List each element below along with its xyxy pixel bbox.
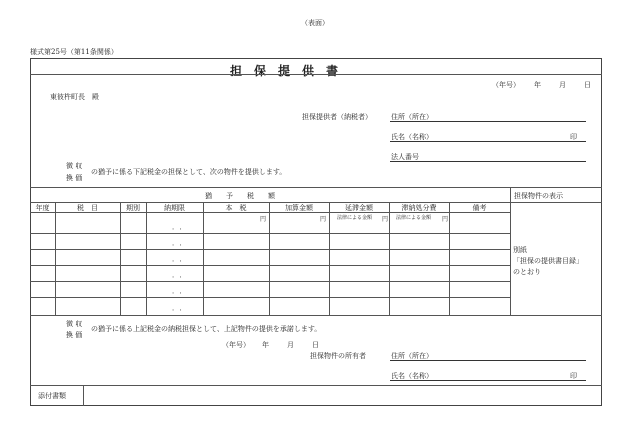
unit-delinquency-yen: 円 <box>382 216 389 223</box>
col-divider <box>55 202 56 315</box>
title-divider <box>30 74 602 75</box>
date-year: 年 <box>534 81 541 89</box>
date2-era: （年号） <box>222 341 250 349</box>
due-date-placeholder[interactable]: ．． <box>172 239 191 247</box>
owner-name-label: 氏名（名称） <box>391 372 433 380</box>
due-date-placeholder[interactable]: ．． <box>172 304 191 312</box>
owner-address-field[interactable] <box>390 360 586 361</box>
colhead-year: 年度 <box>35 204 50 212</box>
page-title: 担 保 提 供 書 <box>230 64 339 78</box>
col-divider <box>449 202 450 315</box>
owner-name-field[interactable] <box>390 380 586 381</box>
provider-address-label: 住所（所在） <box>391 113 433 121</box>
col-divider <box>269 202 270 315</box>
table-row-line <box>30 233 510 234</box>
colhead-additional: 加算金額 <box>285 204 313 212</box>
statement2-text: の猶予に係る上記税金の納税担保として、上記物件の提供を承諾します。 <box>91 325 322 333</box>
unit-delinquency-note: 法律による金額 <box>337 215 373 221</box>
collateral-note-line2: 「担保の提供書目録」 <box>513 257 583 265</box>
provider-address-field[interactable] <box>390 121 586 122</box>
colhead-period: 期別 <box>126 204 140 212</box>
table-group-header: 猶 予 税 額 <box>205 192 275 200</box>
colhead-due-date: 納期限 <box>164 204 185 212</box>
collateral-note-line3: のとおり <box>513 268 541 276</box>
date2-day: 日 <box>312 341 319 349</box>
date2-month: 月 <box>287 341 294 349</box>
provider-name-label: 氏名（名称） <box>391 133 433 141</box>
due-date-placeholder[interactable]: ．． <box>172 223 191 231</box>
date-month: 月 <box>559 81 566 89</box>
unit-disposition-yen: 円 <box>442 216 449 223</box>
table-row-line <box>30 281 510 282</box>
statement1-top: 徴 収 <box>66 162 83 170</box>
col-divider <box>329 202 330 315</box>
col-divider <box>146 202 147 315</box>
provider-corp-label: 法人番号 <box>391 153 419 161</box>
colhead-remarks: 備考 <box>472 204 487 212</box>
owner-role: 担保物件の所有者 <box>310 352 366 360</box>
collateral-header-line <box>510 202 602 203</box>
colhead-tax-item: 税 目 <box>77 204 98 212</box>
col-divider <box>389 202 390 315</box>
due-date-placeholder[interactable]: ．． <box>172 287 191 295</box>
collateral-header: 担保物件の表示 <box>514 192 563 200</box>
provider-seal: 印 <box>570 133 577 141</box>
due-date-placeholder[interactable]: ．． <box>172 271 191 279</box>
col-divider <box>120 202 121 315</box>
date-day: 日 <box>584 81 591 89</box>
colhead-delinquency: 延滞金額 <box>345 204 373 212</box>
colhead-principal-tax: 本 税 <box>225 204 247 212</box>
owner-address-label: 住所（所在） <box>391 352 433 360</box>
table-row-line <box>30 297 510 298</box>
table-row-line <box>30 265 510 266</box>
statement1-text: の猶予に係る下記税金の担保として、次の物件を提供します。 <box>91 168 287 176</box>
page-side-label: （表面） <box>301 19 329 27</box>
recipient: 東彼杵町長 殿 <box>50 93 99 101</box>
unit-principal-yen: 円 <box>260 216 267 223</box>
statement2-top: 徴 収 <box>66 320 83 328</box>
table-top-line <box>30 187 602 188</box>
colhead-disposition-fee: 滞納処分費 <box>401 204 437 212</box>
statement2-bottom: 換 価 <box>66 331 83 339</box>
table-bottom-line <box>30 315 602 316</box>
attachments-divider <box>83 385 84 406</box>
unit-additional-yen: 円 <box>320 216 327 223</box>
date-era: （年号） <box>492 81 520 89</box>
attachments-label: 添付書類 <box>38 392 66 400</box>
statement1-bottom: 換 価 <box>66 174 83 182</box>
date2-year: 年 <box>262 341 269 349</box>
owner-seal: 印 <box>570 372 577 380</box>
due-date-placeholder[interactable]: ．． <box>172 255 191 263</box>
collateral-note-line1: 別紙 <box>513 246 527 254</box>
provider-name-field[interactable] <box>390 141 586 142</box>
unit-disposition-note: 法律による金額 <box>396 215 432 221</box>
provider-corp-field[interactable] <box>390 161 586 162</box>
collateral-divider <box>510 187 511 315</box>
table-row-line <box>30 249 510 250</box>
provider-role: 担保提供者（納税者） <box>302 113 372 121</box>
form-number: 様式第25号（第11条関係） <box>30 48 118 56</box>
attachments-top-line <box>30 385 602 386</box>
col-divider <box>203 202 204 315</box>
